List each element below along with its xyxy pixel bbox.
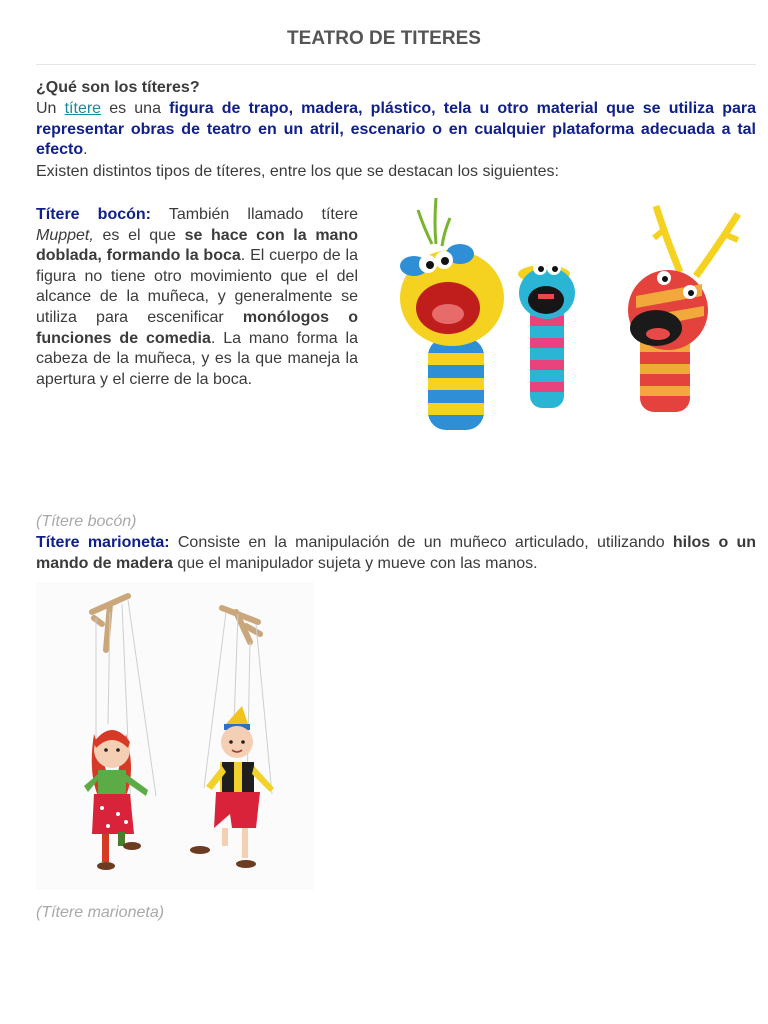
marioneta-text: Consiste en la manipulación de un muñeco articulado, utilizando: [169, 534, 673, 551]
definition-end: .: [83, 141, 88, 159]
types-intro: Existen distintos tipos de títeres, entre los que se destacan los siguientes:: [36, 163, 559, 180]
marioneta-label: Títere marioneta:: [36, 534, 170, 551]
bocon-text: También llamado títere: [151, 206, 358, 223]
bocon-bold-2: monólogos o funciones de comedia: [36, 308, 358, 347]
page-title: TEATRO DE TITERES: [287, 28, 481, 49]
question-heading: ¿Qué son los títeres?: [36, 79, 200, 96]
bocon-paragraph: [36, 205, 358, 390]
muppet-term: Muppet,: [36, 226, 94, 244]
definition-paragraph: [36, 99, 756, 161]
titere-link[interactable]: títere: [64, 100, 102, 117]
bocon-text: . La mano forma la cabeza de la muñeca, y es la que maneja la apertura y el cierre de la boca.: [36, 329, 358, 388]
marioneta-text: que el manipulador sujeta y mueve con las manos.: [172, 554, 538, 572]
sock-puppets-image: [384, 188, 752, 478]
title-divider: [36, 64, 756, 65]
bocon-bold-1: se hace con la mano doblada, formando la boca: [36, 226, 358, 265]
definition-prefix: Un: [36, 100, 65, 117]
bocon-text: . El cuerpo de la figura no tiene otro movimiento que el del alcance de la muñeca, y generalmente se utiliza para escenificar: [36, 247, 359, 326]
definition-mid: es una: [101, 100, 170, 117]
bocon-text: es el que: [93, 226, 185, 244]
marioneta-paragraph: [36, 533, 756, 574]
marioneta-caption: (Títere marioneta): [36, 904, 165, 921]
definition-bold: figura de trapo, madera, plástico, tela u otro material que se utiliza para representar obras de teatro en un atril, escenario o en cualquier plataforma adecuada a tal efecto: [36, 100, 756, 159]
bocon-label: Títere bocón:: [36, 206, 151, 223]
marionettes-image: [36, 582, 314, 890]
bocon-caption: (Títere bocón): [36, 513, 137, 530]
marioneta-bold: hilos o un mando de madera: [36, 534, 757, 572]
